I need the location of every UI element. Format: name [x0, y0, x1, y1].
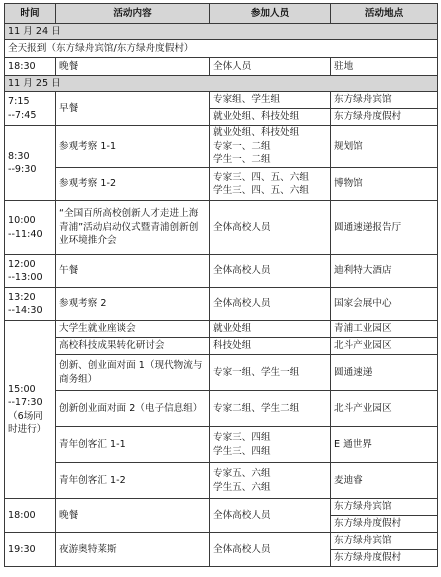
table-row: [5, 92, 438, 109]
participants-cell: 全体人员: [210, 58, 331, 76]
participants-cell: 专家五、六组 学生五、六组: [210, 463, 331, 499]
table-row: [5, 168, 438, 201]
activity-cell: “全国百所高校创新人才走进上海青浦”活动启动仪式暨青浦创新创业环境推介会: [56, 201, 210, 255]
time-cell: 15:00 --17:30 （6场同 时进行）: [5, 321, 56, 499]
location-cell: 圆通速递报告厅: [331, 201, 438, 255]
location-cell: 东方绿舟度假村: [331, 550, 438, 567]
activity-cell: 创新创业面对面 2（电子信息组）: [56, 391, 210, 427]
header-time: 时间: [5, 4, 56, 24]
date-row-day2: [5, 76, 438, 92]
table-row: [5, 338, 438, 355]
location-cell: 东方绿舟宾馆: [331, 499, 438, 516]
activity-cell: 晚餐: [56, 499, 210, 533]
table-row: [5, 201, 438, 255]
time-cell: 10:00 --11:40: [5, 201, 56, 255]
location-cell: 麦迪睿: [331, 463, 438, 499]
activity-cell: 高校科技成果转化研讨会: [56, 338, 210, 355]
location-cell: 东方绿舟宾馆: [331, 533, 438, 550]
participants-cell: 专家一组、学生一组: [210, 355, 331, 391]
header-row: [5, 4, 438, 24]
participants-cell: 科技处组: [210, 338, 331, 355]
table-row: [5, 463, 438, 499]
activity-cell: 大学生就业座谈会: [56, 321, 210, 338]
date-day1: 11 月 24 日: [5, 24, 438, 40]
location-cell: 圆通速递: [331, 355, 438, 391]
header-participants: 参加人员: [210, 4, 331, 24]
activity-cell: 创新、创业面对面 1（现代物流与商务组）: [56, 355, 210, 391]
activity-cell: 参观考察 1-2: [56, 168, 210, 201]
date-day2: 11 月 25 日: [5, 76, 438, 92]
participants-cell: 就业处组、科技处组 专家一、二组 学生一、二组: [210, 126, 331, 168]
participants-cell: 全体高校人员: [210, 288, 331, 321]
header-location: 活动地点: [331, 4, 438, 24]
participants-cell: 全体高校人员: [210, 201, 331, 255]
location-cell: 东方绿舟宾馆: [331, 92, 438, 109]
participants-cell: 全体高校人员: [210, 255, 331, 288]
activity-cell: 青年创客汇 1-1: [56, 427, 210, 463]
date-row-day1: [5, 24, 438, 40]
time-cell: 8:30 --9:30: [5, 126, 56, 201]
table-row: [5, 255, 438, 288]
table-row: [5, 427, 438, 463]
time-cell: 18:30: [5, 58, 56, 76]
header-activity: 活动内容: [56, 4, 210, 24]
activity-cell: 夜游奥特莱斯: [56, 533, 210, 567]
location-cell: 规划馆: [331, 126, 438, 168]
time-cell: 7:15 --7:45: [5, 92, 56, 126]
location-cell: 北斗产业园区: [331, 391, 438, 427]
activity-cell: 早餐: [56, 92, 210, 126]
participants-cell: 专家组、学生组: [210, 92, 331, 109]
participants-cell: 就业处组、科技处组: [210, 109, 331, 126]
activity-cell: 参观考察 2: [56, 288, 210, 321]
location-cell: 北斗产业园区: [331, 338, 438, 355]
table-row: [5, 355, 438, 391]
location-cell: 博物馆: [331, 168, 438, 201]
location-cell: 青浦工业园区: [331, 321, 438, 338]
checkin-text: 全天报到（东方绿舟宾馆/东方绿舟度假村）: [5, 40, 438, 58]
table-row: [5, 499, 438, 516]
table-row: [5, 288, 438, 321]
participants-cell: 专家三、四组 学生三、四组: [210, 427, 331, 463]
time-cell: 18:00: [5, 499, 56, 533]
table-row: [5, 126, 438, 168]
table-row: [5, 58, 438, 76]
checkin-row: [5, 40, 438, 58]
table-row: [5, 391, 438, 427]
participants-cell: 专家二组、学生二组: [210, 391, 331, 427]
location-cell: 东方绿舟度假村: [331, 109, 438, 126]
table-row: [5, 533, 438, 550]
activity-cell: 青年创客汇 1-2: [56, 463, 210, 499]
schedule-table: [4, 3, 438, 567]
activity-cell: 参观考察 1-1: [56, 126, 210, 168]
location-cell: E 通世界: [331, 427, 438, 463]
participants-cell: 全体高校人员: [210, 499, 331, 533]
participants-cell: 全体高校人员: [210, 533, 331, 567]
participants-cell: 专家三、四、五、六组 学生三、四、五、六组: [210, 168, 331, 201]
location-cell: 驻地: [331, 58, 438, 76]
location-cell: 东方绿舟度假村: [331, 516, 438, 533]
table-row: [5, 321, 438, 338]
activity-cell: 晚餐: [56, 58, 210, 76]
location-cell: 国家会展中心: [331, 288, 438, 321]
participants-cell: 就业处组: [210, 321, 331, 338]
time-cell: 12:00 --13:00: [5, 255, 56, 288]
location-cell: 迪利特大酒店: [331, 255, 438, 288]
time-cell: 13:20 --14:30: [5, 288, 56, 321]
activity-cell: 午餐: [56, 255, 210, 288]
time-cell: 19:30: [5, 533, 56, 567]
